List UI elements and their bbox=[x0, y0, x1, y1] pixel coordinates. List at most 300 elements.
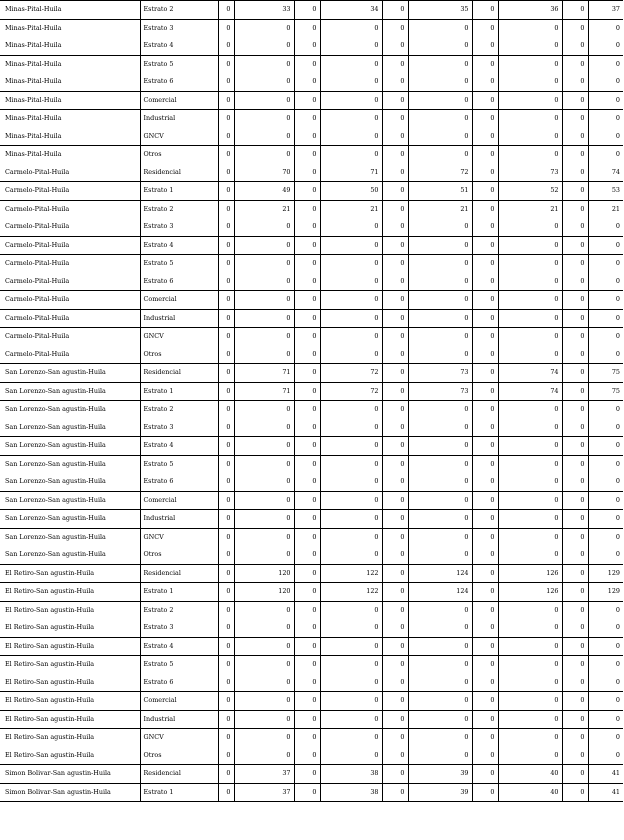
value-cell: 0 bbox=[408, 601, 472, 619]
value-cell: 0 bbox=[562, 255, 588, 273]
value-cell: 0 bbox=[562, 401, 588, 419]
value-cell: 0 bbox=[472, 564, 498, 583]
place-cell: Carmelo-Pital-Huila bbox=[0, 200, 140, 218]
value-cell: 126 bbox=[498, 564, 562, 583]
value-cell: 0 bbox=[562, 382, 588, 401]
value-cell: 0 bbox=[472, 382, 498, 401]
value-cell: 0 bbox=[588, 401, 623, 419]
table-row bbox=[0, 291, 623, 310]
value-cell: 0 bbox=[472, 528, 498, 546]
value-cell: 0 bbox=[498, 255, 562, 273]
value-cell: 0 bbox=[218, 37, 234, 55]
value-cell: 0 bbox=[588, 328, 623, 346]
value-cell: 0 bbox=[472, 491, 498, 510]
value-cell: 0 bbox=[294, 328, 320, 346]
value-cell: 0 bbox=[294, 309, 320, 328]
value-cell: 0 bbox=[588, 346, 623, 364]
place-cell: Carmelo-Pital-Huila bbox=[0, 328, 140, 346]
value-cell: 74 bbox=[498, 382, 562, 401]
category-cell: Estrato 4 bbox=[140, 37, 218, 55]
table-row bbox=[0, 783, 623, 802]
value-cell: 0 bbox=[408, 656, 472, 674]
value-cell: 75 bbox=[588, 382, 623, 401]
value-cell: 0 bbox=[320, 291, 382, 310]
value-cell: 0 bbox=[408, 637, 472, 656]
value-cell: 0 bbox=[472, 273, 498, 291]
value-cell: 0 bbox=[408, 710, 472, 729]
category-cell: Estrato 1 bbox=[140, 182, 218, 201]
value-cell: 0 bbox=[498, 73, 562, 91]
value-cell: 0 bbox=[294, 528, 320, 546]
value-cell: 0 bbox=[234, 146, 294, 164]
table-row bbox=[0, 564, 623, 583]
value-cell: 0 bbox=[218, 656, 234, 674]
value-cell: 0 bbox=[472, 783, 498, 802]
value-cell: 0 bbox=[218, 164, 234, 182]
category-cell: Estrato 2 bbox=[140, 401, 218, 419]
value-cell: 0 bbox=[562, 346, 588, 364]
value-cell: 0 bbox=[382, 564, 408, 583]
value-cell: 38 bbox=[320, 765, 382, 784]
value-cell: 0 bbox=[294, 364, 320, 383]
place-cell: Minas-Pital-Huila bbox=[0, 1, 140, 20]
value-cell: 126 bbox=[498, 583, 562, 602]
value-cell: 0 bbox=[408, 528, 472, 546]
value-cell: 0 bbox=[382, 164, 408, 182]
place-cell: Minas-Pital-Huila bbox=[0, 110, 140, 128]
table-row bbox=[0, 765, 623, 784]
value-cell: 0 bbox=[562, 19, 588, 37]
value-cell: 0 bbox=[588, 437, 623, 456]
value-cell: 0 bbox=[562, 546, 588, 564]
value-cell: 74 bbox=[498, 364, 562, 383]
value-cell: 0 bbox=[588, 601, 623, 619]
category-cell: GNCV bbox=[140, 729, 218, 747]
category-cell: Estrato 6 bbox=[140, 73, 218, 91]
value-cell: 0 bbox=[588, 747, 623, 765]
value-cell: 0 bbox=[408, 692, 472, 711]
value-cell: 0 bbox=[320, 309, 382, 328]
value-cell: 74 bbox=[588, 164, 623, 182]
value-cell: 21 bbox=[408, 200, 472, 218]
category-cell: Residencial bbox=[140, 364, 218, 383]
value-cell: 0 bbox=[472, 218, 498, 236]
value-cell: 40 bbox=[498, 783, 562, 802]
table-row bbox=[0, 55, 623, 73]
value-cell: 71 bbox=[234, 382, 294, 401]
value-cell: 0 bbox=[218, 328, 234, 346]
value-cell: 124 bbox=[408, 564, 472, 583]
value-cell: 0 bbox=[562, 473, 588, 491]
value-cell: 0 bbox=[472, 55, 498, 73]
value-cell: 37 bbox=[234, 783, 294, 802]
value-cell: 0 bbox=[498, 528, 562, 546]
value-cell: 0 bbox=[234, 601, 294, 619]
value-cell: 41 bbox=[588, 765, 623, 784]
value-cell: 0 bbox=[472, 473, 498, 491]
table-row bbox=[0, 729, 623, 747]
value-cell: 70 bbox=[234, 164, 294, 182]
value-cell: 0 bbox=[588, 110, 623, 128]
table-row bbox=[0, 674, 623, 692]
value-cell: 0 bbox=[382, 346, 408, 364]
value-cell: 0 bbox=[320, 255, 382, 273]
value-cell: 72 bbox=[320, 364, 382, 383]
value-cell: 0 bbox=[472, 328, 498, 346]
value-cell: 0 bbox=[218, 91, 234, 110]
value-cell: 0 bbox=[498, 37, 562, 55]
table-row bbox=[0, 510, 623, 529]
value-cell: 0 bbox=[234, 692, 294, 711]
value-cell: 0 bbox=[234, 674, 294, 692]
value-cell: 0 bbox=[294, 1, 320, 20]
value-cell: 0 bbox=[588, 19, 623, 37]
value-cell: 0 bbox=[218, 255, 234, 273]
place-cell: San Lorenzo-San agustin-Huila bbox=[0, 491, 140, 510]
table-row bbox=[0, 637, 623, 656]
value-cell: 0 bbox=[320, 273, 382, 291]
value-cell: 0 bbox=[382, 182, 408, 201]
value-cell: 0 bbox=[294, 236, 320, 255]
value-cell: 0 bbox=[218, 601, 234, 619]
value-cell: 0 bbox=[234, 236, 294, 255]
category-cell: Estrato 4 bbox=[140, 437, 218, 456]
value-cell: 0 bbox=[408, 37, 472, 55]
place-cell: Minas-Pital-Huila bbox=[0, 146, 140, 164]
value-cell: 0 bbox=[498, 637, 562, 656]
value-cell: 0 bbox=[498, 91, 562, 110]
value-cell: 73 bbox=[408, 382, 472, 401]
value-cell: 0 bbox=[498, 401, 562, 419]
value-cell: 0 bbox=[562, 73, 588, 91]
value-cell: 0 bbox=[588, 146, 623, 164]
value-cell: 0 bbox=[498, 437, 562, 456]
value-cell: 0 bbox=[472, 91, 498, 110]
table-row bbox=[0, 419, 623, 437]
category-cell: Estrato 1 bbox=[140, 783, 218, 802]
place-cell: El Retiro-San agustin-Huila bbox=[0, 637, 140, 656]
table-row bbox=[0, 218, 623, 236]
value-cell: 49 bbox=[234, 182, 294, 201]
table-body bbox=[0, 1, 623, 802]
value-cell: 0 bbox=[408, 19, 472, 37]
value-cell: 0 bbox=[588, 55, 623, 73]
value-cell: 0 bbox=[498, 328, 562, 346]
value-cell: 0 bbox=[218, 510, 234, 529]
value-cell: 0 bbox=[294, 583, 320, 602]
value-cell: 0 bbox=[382, 128, 408, 146]
value-cell: 0 bbox=[234, 110, 294, 128]
value-cell: 0 bbox=[562, 200, 588, 218]
value-cell: 0 bbox=[218, 491, 234, 510]
value-cell: 0 bbox=[320, 692, 382, 711]
value-cell: 0 bbox=[588, 637, 623, 656]
value-cell: 0 bbox=[408, 491, 472, 510]
value-cell: 0 bbox=[294, 601, 320, 619]
value-cell: 53 bbox=[588, 182, 623, 201]
value-cell: 0 bbox=[234, 729, 294, 747]
value-cell: 0 bbox=[498, 55, 562, 73]
value-cell: 0 bbox=[320, 546, 382, 564]
value-cell: 0 bbox=[588, 455, 623, 473]
value-cell: 0 bbox=[472, 674, 498, 692]
value-cell: 0 bbox=[498, 656, 562, 674]
value-cell: 0 bbox=[498, 19, 562, 37]
value-cell: 0 bbox=[382, 37, 408, 55]
value-cell: 0 bbox=[472, 309, 498, 328]
value-cell: 124 bbox=[408, 583, 472, 602]
table-row bbox=[0, 455, 623, 473]
value-cell: 0 bbox=[218, 437, 234, 456]
value-cell: 0 bbox=[498, 674, 562, 692]
value-cell: 0 bbox=[498, 729, 562, 747]
value-cell: 129 bbox=[588, 583, 623, 602]
value-cell: 0 bbox=[408, 291, 472, 310]
value-cell: 0 bbox=[218, 291, 234, 310]
value-cell: 0 bbox=[234, 309, 294, 328]
value-cell: 0 bbox=[234, 37, 294, 55]
value-cell: 0 bbox=[562, 182, 588, 201]
value-cell: 21 bbox=[498, 200, 562, 218]
value-cell: 0 bbox=[294, 710, 320, 729]
value-cell: 0 bbox=[498, 419, 562, 437]
value-cell: 120 bbox=[234, 564, 294, 583]
value-cell: 0 bbox=[294, 91, 320, 110]
value-cell: 0 bbox=[294, 218, 320, 236]
value-cell: 0 bbox=[472, 236, 498, 255]
value-cell: 36 bbox=[498, 1, 562, 20]
value-cell: 0 bbox=[472, 291, 498, 310]
value-cell: 0 bbox=[320, 401, 382, 419]
place-cell: El Retiro-San agustin-Huila bbox=[0, 583, 140, 602]
value-cell: 0 bbox=[588, 128, 623, 146]
value-cell: 0 bbox=[472, 601, 498, 619]
value-cell: 0 bbox=[294, 146, 320, 164]
place-cell: Carmelo-Pital-Huila bbox=[0, 182, 140, 201]
value-cell: 0 bbox=[320, 491, 382, 510]
place-cell: Minas-Pital-Huila bbox=[0, 37, 140, 55]
place-cell: San Lorenzo-San agustin-Huila bbox=[0, 546, 140, 564]
value-cell: 0 bbox=[320, 236, 382, 255]
value-cell: 0 bbox=[320, 19, 382, 37]
value-cell: 0 bbox=[382, 55, 408, 73]
value-cell: 0 bbox=[382, 236, 408, 255]
value-cell: 0 bbox=[218, 674, 234, 692]
value-cell: 0 bbox=[498, 309, 562, 328]
table-row bbox=[0, 255, 623, 273]
value-cell: 122 bbox=[320, 564, 382, 583]
value-cell: 0 bbox=[294, 346, 320, 364]
category-cell: Residencial bbox=[140, 564, 218, 583]
value-cell: 0 bbox=[472, 364, 498, 383]
place-cell: Simon Bolivar-San agustin-Huila bbox=[0, 783, 140, 802]
place-cell: Carmelo-Pital-Huila bbox=[0, 236, 140, 255]
value-cell: 0 bbox=[320, 55, 382, 73]
value-cell: 0 bbox=[382, 364, 408, 383]
place-cell: Minas-Pital-Huila bbox=[0, 91, 140, 110]
table-row bbox=[0, 146, 623, 164]
value-cell: 0 bbox=[498, 291, 562, 310]
value-cell: 0 bbox=[234, 73, 294, 91]
value-cell: 0 bbox=[234, 401, 294, 419]
table-row bbox=[0, 73, 623, 91]
place-cell: San Lorenzo-San agustin-Huila bbox=[0, 473, 140, 491]
value-cell: 0 bbox=[498, 218, 562, 236]
value-cell: 0 bbox=[562, 91, 588, 110]
value-cell: 0 bbox=[234, 91, 294, 110]
value-cell: 0 bbox=[218, 19, 234, 37]
category-cell: Estrato 6 bbox=[140, 273, 218, 291]
value-cell: 0 bbox=[588, 473, 623, 491]
place-cell: San Lorenzo-San agustin-Huila bbox=[0, 419, 140, 437]
value-cell: 0 bbox=[294, 765, 320, 784]
value-cell: 0 bbox=[382, 601, 408, 619]
value-cell: 0 bbox=[294, 564, 320, 583]
place-cell: San Lorenzo-San agustin-Huila bbox=[0, 401, 140, 419]
value-cell: 0 bbox=[588, 710, 623, 729]
place-cell: Carmelo-Pital-Huila bbox=[0, 164, 140, 182]
value-cell: 0 bbox=[382, 510, 408, 529]
table-row bbox=[0, 583, 623, 602]
value-cell: 0 bbox=[408, 729, 472, 747]
value-cell: 0 bbox=[472, 419, 498, 437]
value-cell: 40 bbox=[498, 765, 562, 784]
place-cell: Carmelo-Pital-Huila bbox=[0, 273, 140, 291]
value-cell: 0 bbox=[562, 364, 588, 383]
value-cell: 0 bbox=[382, 255, 408, 273]
value-cell: 0 bbox=[588, 491, 623, 510]
value-cell: 0 bbox=[588, 674, 623, 692]
value-cell: 0 bbox=[408, 55, 472, 73]
value-cell: 0 bbox=[562, 1, 588, 20]
category-cell: Estrato 4 bbox=[140, 637, 218, 656]
value-cell: 0 bbox=[588, 91, 623, 110]
value-cell: 0 bbox=[498, 146, 562, 164]
value-cell: 0 bbox=[218, 182, 234, 201]
value-cell: 0 bbox=[320, 218, 382, 236]
value-cell: 0 bbox=[472, 346, 498, 364]
value-cell: 0 bbox=[408, 328, 472, 346]
value-cell: 0 bbox=[588, 692, 623, 711]
value-cell: 0 bbox=[562, 601, 588, 619]
value-cell: 0 bbox=[588, 291, 623, 310]
table-row bbox=[0, 37, 623, 55]
table-row bbox=[0, 328, 623, 346]
value-cell: 0 bbox=[382, 455, 408, 473]
value-cell: 71 bbox=[234, 364, 294, 383]
value-cell: 0 bbox=[562, 164, 588, 182]
value-cell: 0 bbox=[382, 710, 408, 729]
place-cell: San Lorenzo-San agustin-Huila bbox=[0, 382, 140, 401]
value-cell: 0 bbox=[320, 656, 382, 674]
value-cell: 0 bbox=[234, 273, 294, 291]
value-cell: 0 bbox=[320, 37, 382, 55]
value-cell: 0 bbox=[562, 309, 588, 328]
value-cell: 0 bbox=[382, 110, 408, 128]
value-cell: 21 bbox=[588, 200, 623, 218]
value-cell: 0 bbox=[294, 382, 320, 401]
value-cell: 0 bbox=[562, 747, 588, 765]
value-cell: 0 bbox=[498, 510, 562, 529]
place-cell: Minas-Pital-Huila bbox=[0, 128, 140, 146]
value-cell: 0 bbox=[294, 255, 320, 273]
value-cell: 0 bbox=[320, 510, 382, 529]
value-cell: 0 bbox=[294, 783, 320, 802]
value-cell: 0 bbox=[218, 546, 234, 564]
place-cell: San Lorenzo-San agustin-Huila bbox=[0, 364, 140, 383]
place-cell: Minas-Pital-Huila bbox=[0, 73, 140, 91]
value-cell: 0 bbox=[588, 546, 623, 564]
value-cell: 0 bbox=[294, 729, 320, 747]
value-cell: 0 bbox=[382, 19, 408, 37]
value-cell: 33 bbox=[234, 1, 294, 20]
value-cell: 0 bbox=[562, 55, 588, 73]
table-row bbox=[0, 619, 623, 637]
value-cell: 0 bbox=[408, 146, 472, 164]
table-row bbox=[0, 601, 623, 619]
value-cell: 0 bbox=[472, 619, 498, 637]
table-row bbox=[0, 401, 623, 419]
value-cell: 0 bbox=[320, 619, 382, 637]
value-cell: 0 bbox=[234, 510, 294, 529]
value-cell: 0 bbox=[382, 437, 408, 456]
value-cell: 0 bbox=[472, 255, 498, 273]
value-cell: 0 bbox=[472, 747, 498, 765]
value-cell: 0 bbox=[320, 110, 382, 128]
value-cell: 0 bbox=[218, 692, 234, 711]
value-cell: 0 bbox=[562, 218, 588, 236]
value-cell: 0 bbox=[294, 19, 320, 37]
value-cell: 0 bbox=[234, 546, 294, 564]
value-cell: 0 bbox=[218, 419, 234, 437]
value-cell: 0 bbox=[294, 747, 320, 765]
value-cell: 0 bbox=[218, 146, 234, 164]
value-cell: 0 bbox=[234, 656, 294, 674]
value-cell: 0 bbox=[408, 110, 472, 128]
value-cell: 0 bbox=[588, 309, 623, 328]
value-cell: 0 bbox=[218, 729, 234, 747]
value-cell: 72 bbox=[408, 164, 472, 182]
value-cell: 0 bbox=[294, 401, 320, 419]
table-row bbox=[0, 91, 623, 110]
category-cell: Estrato 3 bbox=[140, 619, 218, 637]
value-cell: 0 bbox=[472, 73, 498, 91]
value-cell: 0 bbox=[498, 273, 562, 291]
value-cell: 0 bbox=[498, 692, 562, 711]
place-cell: Simon Bolivar-San agustin-Huila bbox=[0, 765, 140, 784]
place-cell: San Lorenzo-San agustin-Huila bbox=[0, 437, 140, 456]
value-cell: 0 bbox=[320, 346, 382, 364]
category-cell: Comercial bbox=[140, 692, 218, 711]
category-cell: Otros bbox=[140, 747, 218, 765]
value-cell: 0 bbox=[588, 619, 623, 637]
value-cell: 73 bbox=[498, 164, 562, 182]
value-cell: 0 bbox=[320, 747, 382, 765]
value-cell: 0 bbox=[408, 346, 472, 364]
value-cell: 0 bbox=[562, 710, 588, 729]
value-cell: 0 bbox=[382, 146, 408, 164]
value-cell: 0 bbox=[234, 419, 294, 437]
value-cell: 0 bbox=[498, 473, 562, 491]
value-cell: 0 bbox=[562, 619, 588, 637]
value-cell: 0 bbox=[588, 419, 623, 437]
value-cell: 0 bbox=[234, 455, 294, 473]
value-cell: 0 bbox=[294, 110, 320, 128]
value-cell: 21 bbox=[234, 200, 294, 218]
value-cell: 38 bbox=[320, 783, 382, 802]
value-cell: 0 bbox=[588, 73, 623, 91]
value-cell: 0 bbox=[498, 546, 562, 564]
